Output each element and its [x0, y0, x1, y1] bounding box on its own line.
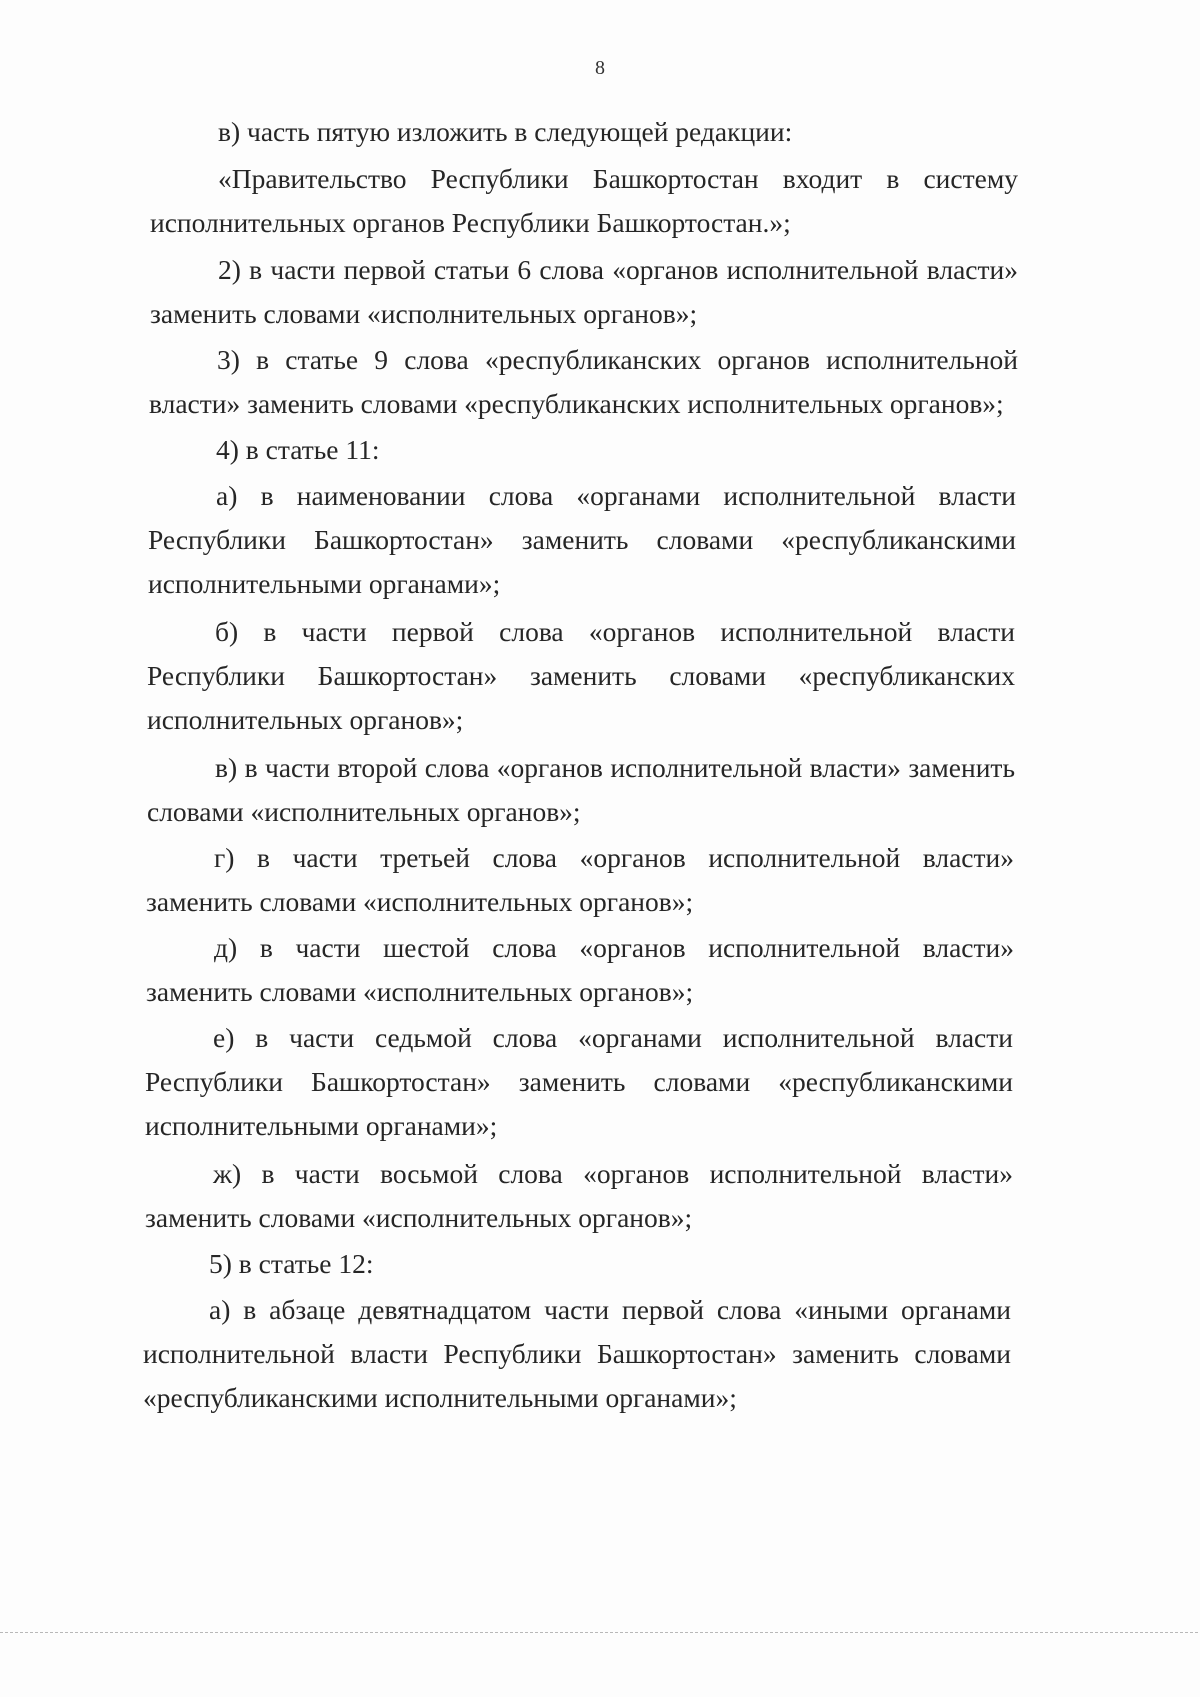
- paragraph-item-5: 5) в статье 12:: [209, 1248, 374, 1279]
- scan-edge-line: [0, 1632, 1200, 1633]
- paragraph-v-part-five: в) часть пятую изложить в следующей редакции:: [218, 116, 793, 147]
- paragraph-item-4: 4) в статье 11:: [216, 434, 380, 465]
- paragraph-item-4a: а) в наименовании слова «органами исполнительной власти Республики Башкортостан» заменить словами «республиканскими исполнительными органами»;: [148, 480, 1016, 599]
- paragraph-item-4d: д) в части шестой слова «органов исполнительной власти» заменить словами «исполнительных органов»;: [146, 932, 1014, 1007]
- page-number: 8: [595, 57, 605, 79]
- paragraph-item-4zh: ж) в части восьмой слова «органов исполнительной власти» заменить словами «исполнительных органов»;: [145, 1158, 1013, 1233]
- paragraph-item-3: 3) в статье 9 слова «республиканских органов исполнительной власти» заменить словами «республиканских исполнительных органов»;: [149, 344, 1018, 419]
- paragraph-item-2: 2) в части первой статьи 6 слова «органов исполнительной власти» заменить словами «исполнительных органов»;: [150, 254, 1018, 329]
- paragraph-item-4g: г) в части третьей слова «органов исполнительной власти» заменить словами «исполнительных органов»;: [146, 842, 1014, 917]
- paragraph-item-4e: е) в части седьмой слова «органами исполнительной власти Республики Башкортостан» заменить словами «республиканскими исполнительными органами»;: [145, 1022, 1013, 1141]
- paragraph-government-system: «Правительство Республики Башкортостан входит в систему исполнительных органов Республики Башкортостан.»;: [150, 163, 1018, 238]
- paragraph-item-4b: б) в части первой слова «органов исполнительной власти Республики Башкортостан» заменить словами «республиканских исполнительных органов»;: [147, 616, 1015, 735]
- paragraph-item-5a: а) в абзаце девятнадцатом части первой слова «иными органами исполнительной власти Республики Башкортостан» заменить словами «республиканскими исполнительными органами»;: [143, 1294, 1011, 1413]
- paragraph-item-4v: в) в части второй слова «органов исполнительной власти» заменить словами «исполнительных органов»;: [147, 752, 1015, 827]
